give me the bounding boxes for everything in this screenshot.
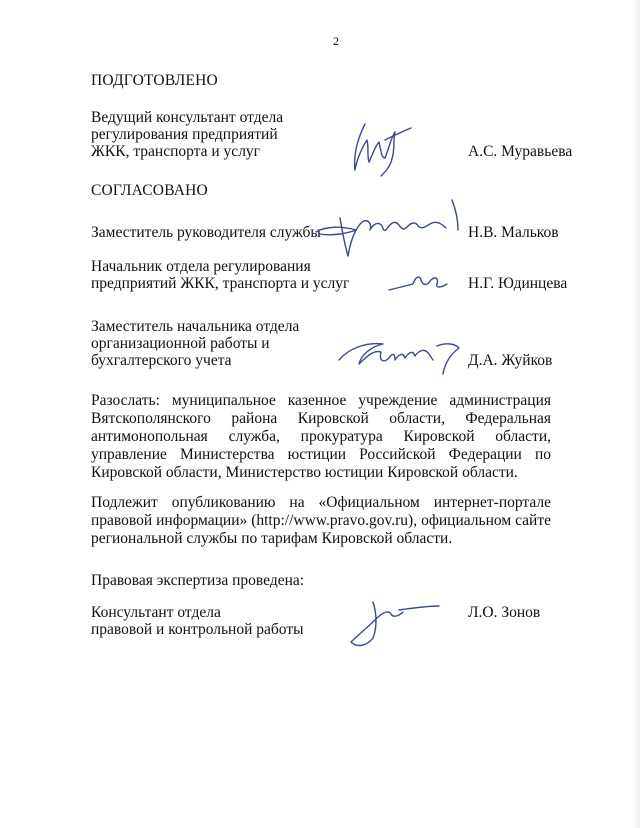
signature-muravyeva — [345, 118, 415, 182]
agreed-entry-2-position-line-2: предприятий ЖКК, транспорта и услуг — [91, 275, 350, 292]
legal-review-signer-name: Л.О. Зонов — [468, 604, 541, 621]
signature-yudintseva — [385, 268, 455, 296]
signature-malkov — [312, 196, 472, 260]
agreed-entry-2-position-line-1: Начальник отдела регулирования — [91, 258, 311, 275]
prepared-heading: ПОДГОТОВЛЕНО — [91, 72, 218, 89]
agreed-entry-3-position-line-1: Заместитель начальника отдела — [91, 318, 300, 335]
agreed-entry-3-name: Д.А. Жуйков — [468, 352, 553, 369]
prepared-signer-name: А.С. Муравьева — [468, 143, 573, 160]
agreed-entry-3-position-line-3: бухгалтерского учета — [91, 352, 232, 369]
agreed-entry-2-name: Н.Г. Юдинцева — [468, 275, 568, 292]
agreed-heading: СОГЛАСОВАНО — [91, 182, 208, 199]
legal-review-position-line-1: Консультант отдела — [91, 604, 221, 621]
legal-review-heading: Правовая экспертиза проведена: — [91, 572, 305, 589]
agreed-entry-1-position: Заместитель руководителя службы — [91, 224, 321, 241]
page-edge-shadow — [632, 0, 640, 828]
prepared-position-line-2: регулирования предприятий — [91, 126, 278, 143]
agreed-entry-1-name: Н.В. Мальков — [468, 224, 559, 241]
prepared-position-line-3: ЖКК, транспорта и услуг — [91, 143, 261, 160]
legal-review-position-line-2: правовой и контрольной работы — [91, 621, 304, 638]
signature-zhuykov — [333, 330, 465, 378]
distribution-paragraph: Разослать: муниципальное казенное учреждение администрация Вятскополянского района Кировской области, Федеральная антимонопольная служба, прокуратура Кировской области, управление Министерства юстиции Российской Федерации по Кировской области, Министерство юстиции Кировской области. — [91, 392, 551, 481]
agreed-entry-3-position-line-2: организационной работы и — [91, 335, 270, 352]
signature-zonov — [343, 598, 443, 650]
publication-paragraph: Подлежит опубликованию на «Официальном интернет-портале правовой информации» (http://www.pravo.gov.ru), официальном сайте региональной службы по тарифам Кировской области. — [91, 494, 551, 547]
prepared-position-line-1: Ведущий консультант отдела — [91, 109, 284, 126]
page-number: 2 — [333, 34, 339, 48]
